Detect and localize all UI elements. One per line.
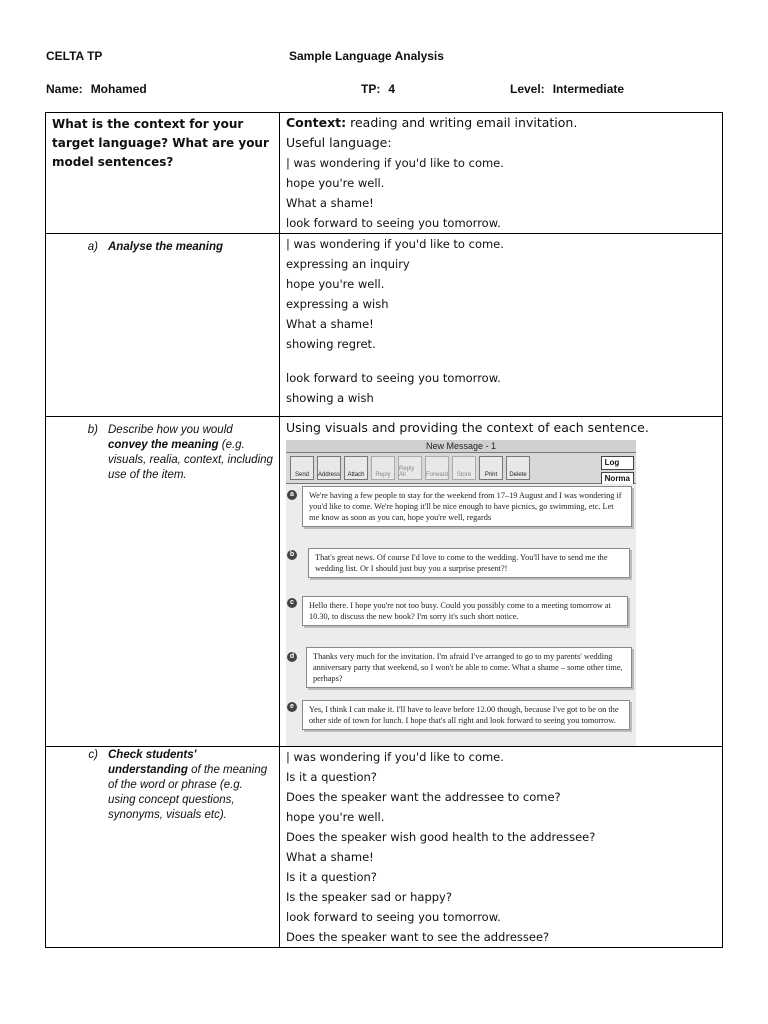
log-checkbox: Log	[601, 456, 634, 470]
store-icon: Store	[452, 456, 476, 480]
meaning-description: showing regret.	[286, 337, 376, 351]
message-marker: d	[287, 652, 297, 662]
table-row	[46, 747, 723, 948]
convey-prompt: Describe how you would convey the meaning (e.g. visuals, realia, context, including use of the item.	[108, 424, 273, 481]
message-card: We're having a few people to stay for the weekend from 17–19 August and I was wondering if you'd like to come. We're hoping it'll be nice enough to have picnics, go swimming, etc. Let me know as soon as you can, hope you're well, regards	[302, 486, 632, 527]
send-icon: Send	[290, 456, 314, 480]
reply-icon: Reply	[371, 456, 395, 480]
table-row	[46, 417, 723, 747]
context-value: reading and writing email invitation.	[346, 115, 578, 130]
context-answer-cell	[280, 113, 723, 234]
ccq-question: Does the speaker wish good health to the addressee?	[286, 830, 596, 844]
ccq-sentence: hope you're well.	[286, 810, 385, 824]
meaning-description: showing a wish	[286, 391, 374, 405]
name-value: Mohamed	[90, 82, 147, 96]
tp-field	[361, 82, 395, 96]
ccq-sentence: What a shame!	[286, 850, 374, 864]
message-marker: b	[287, 550, 297, 560]
email-toolbar	[286, 453, 636, 484]
meaning-answer-cell	[280, 234, 723, 417]
analysis-table	[45, 112, 723, 948]
email-window-image	[286, 440, 636, 746]
meaning-prompt-cell	[46, 234, 280, 417]
meaning-description: expressing an inquiry	[286, 257, 410, 271]
message-card: That's great news. Of course I'd love to come to the wedding. You'll have to send me the wedding list. Or I should just buy you a surprise present?!	[308, 548, 630, 578]
message-marker: a	[287, 490, 297, 500]
ccq-question: Is it a question?	[286, 770, 377, 784]
reply-all-icon: Reply All	[398, 456, 422, 480]
level-label: Level:	[510, 82, 545, 96]
item-letter: b)	[87, 424, 98, 436]
name-field	[46, 82, 147, 96]
ccq-question: Does the speaker want the addressee to come?	[286, 790, 561, 804]
level-value: Intermediate	[552, 82, 625, 96]
normal-select: Norma	[601, 472, 634, 486]
tp-label: TP:	[361, 82, 381, 96]
item-letter: a)	[87, 241, 98, 253]
context-label: Context:	[286, 115, 347, 130]
ccq-sentence: look forward to seeing you tomorrow.	[286, 910, 501, 924]
message-marker: e	[287, 702, 297, 712]
convey-answer: Using visuals and providing the context of each sentence.	[286, 420, 649, 435]
address-icon: Address	[317, 456, 341, 480]
attach-icon: Attach	[344, 456, 368, 480]
meaning-sentence: | was wondering if you'd like to come.	[286, 237, 504, 251]
meaning-sentence: hope you're well.	[286, 277, 385, 291]
meaning-sentence: What a shame!	[286, 317, 374, 331]
check-answer-cell	[280, 747, 723, 948]
print-icon: Print	[479, 456, 503, 480]
delete-icon: Delete	[506, 456, 530, 480]
ccq-sentence: | was wondering if you'd like to come.	[286, 750, 504, 764]
message-list	[286, 484, 636, 746]
message-card: Yes, I think I can make it. I'll have to leave before 12.00 though, because I've got to be on the other side of town for lunch. I hope that's all right and look forward to seeing you tomorrow.	[302, 700, 630, 730]
check-prompt: Check students' understanding of the meaning of the word or phrase (e.g. using concept questions, synonyms, visuals etc).	[108, 749, 268, 821]
forward-icon: Forward	[425, 456, 449, 480]
context-question-cell	[46, 113, 280, 234]
table-row	[46, 234, 723, 417]
level-field	[510, 82, 624, 96]
table-row	[46, 113, 723, 234]
context-question: What is the context for your target language? What are your model sentences?	[52, 117, 269, 169]
ccq-question: Is it a question?	[286, 870, 377, 884]
meaning-sentence: look forward to seeing you tomorrow.	[286, 371, 501, 385]
course-title: CELTA TP	[46, 49, 103, 63]
ccq-question: Is the speaker sad or happy?	[286, 890, 452, 904]
model-sentence: What a shame!	[286, 196, 374, 210]
window-titlebar	[286, 440, 636, 453]
tp-value: 4	[388, 82, 396, 96]
convey-prompt-cell	[46, 417, 280, 747]
model-sentence: look forward to seeing you tomorrow.	[286, 216, 501, 230]
window-title: New Message - 1	[425, 441, 497, 451]
meaning-prompt: Analyse the meaning	[108, 241, 224, 253]
item-letter: c)	[88, 749, 98, 761]
check-prompt-cell	[46, 747, 280, 948]
message-card: Thanks very much for the invitation. I'm afraid I've arranged to go to my parents' wedding anniversary party that weekend, so I won't be able to come. What a shame – some other time, perhaps?	[306, 647, 632, 688]
meaning-description: expressing a wish	[286, 297, 389, 311]
useful-language-label: Useful language:	[286, 135, 392, 150]
message-marker: c	[287, 598, 297, 608]
name-label: Name:	[46, 82, 83, 96]
message-card: Hello there. I hope you're not too busy. Could you possibly come to a meeting tomorrow at 10.30, to discuss the new book? I'm sorry it's such short notice.	[302, 596, 628, 626]
model-sentence: | was wondering if you'd like to come.	[286, 156, 504, 170]
ccq-question: Does the speaker want to see the addressee?	[286, 930, 550, 944]
model-sentence: hope you're well.	[286, 176, 385, 190]
document-title: Sample Language Analysis	[289, 49, 444, 63]
convey-answer-cell	[280, 417, 723, 747]
